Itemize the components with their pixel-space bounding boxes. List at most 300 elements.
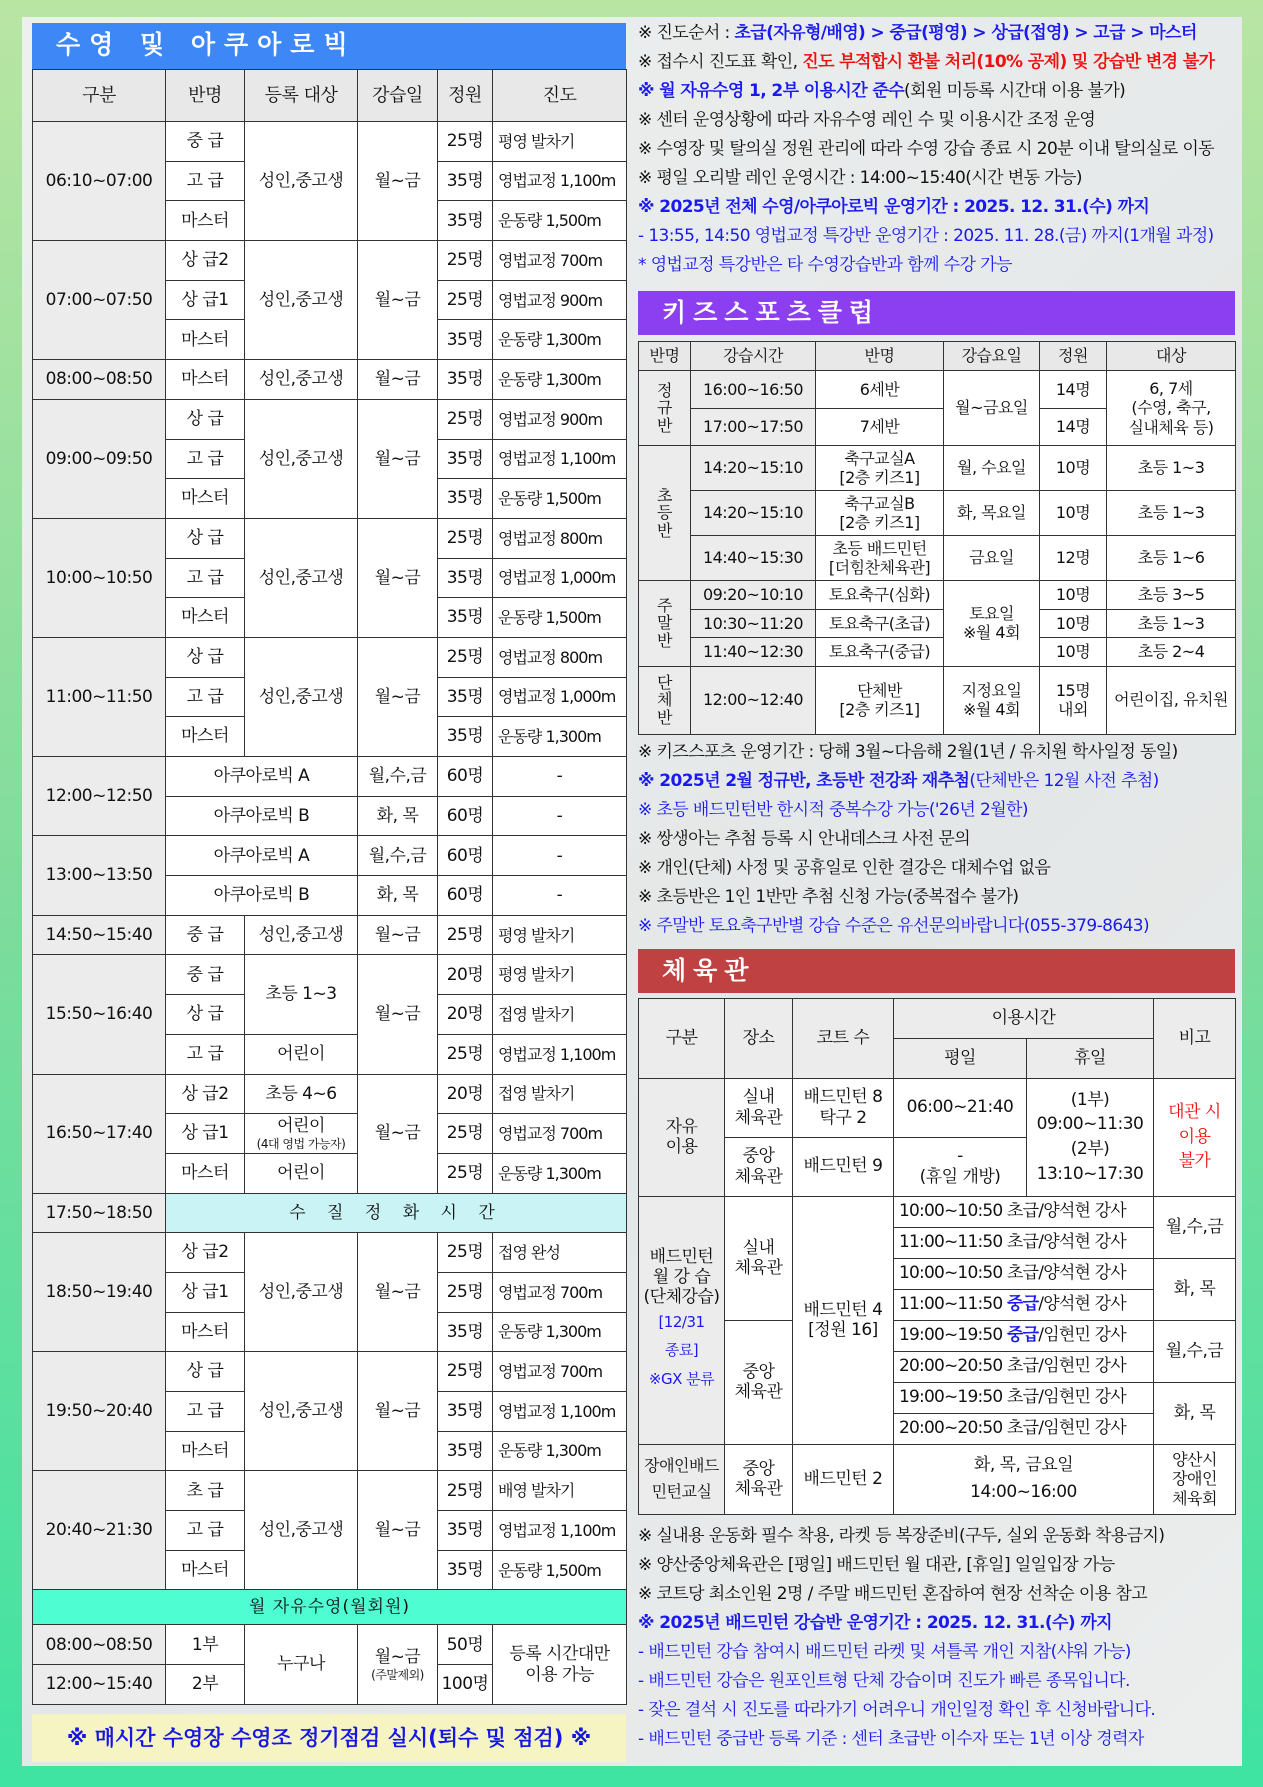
time-slot: 12:00~12:40 [691, 666, 816, 734]
class-group: 정 규 반 [639, 371, 691, 446]
table-row [639, 536, 1236, 581]
note-text: ※ 실내용 운동화 필수 착용, 라켓 등 복장준비(구두, 실외 운동화 착용금지) [638, 1525, 1165, 1546]
table-row [33, 1352, 627, 1392]
free-swim-title: 월 자유수영(월회원) [33, 1590, 627, 1625]
note: 대관 시 이용 불가 [1154, 1078, 1236, 1196]
note-text: - 13:55, 14:50 영법교정 특강반 운영기간 : 2025. 11. 28.(금) 까지(1개월 과정) [638, 226, 1214, 246]
note-line [638, 1638, 1235, 1667]
capacity: 60명 [438, 876, 493, 916]
table-row [639, 491, 1236, 536]
slot-instructor: /양석현 강사 [1038, 1294, 1126, 1315]
time-slot: 09:00~09:50 [33, 399, 166, 518]
session-part: 2부 [166, 1665, 245, 1705]
note-text: ※ 개인(단체) 사정 및 공휴일로 인한 결강은 대체수업 없음 [638, 857, 1051, 878]
progress: 평영 발차기 [493, 122, 627, 162]
place: 실내 체육관 [725, 1078, 793, 1137]
lesson-slot [894, 1351, 1154, 1382]
table-row [639, 638, 1236, 667]
lesson-days: 화, 목 [358, 796, 438, 836]
lesson-days: 월~금 [358, 955, 438, 1074]
place: 실내 체육관 [725, 1196, 793, 1320]
class-level: 상 급2 [166, 1074, 245, 1114]
capacity: 25명 [438, 241, 493, 281]
target: 어린이 [277, 1116, 325, 1137]
progress: 운동량 1,500m [493, 598, 627, 638]
lesson-days: 월,수,금 [358, 757, 438, 797]
target: 성인,중고생 [245, 1352, 358, 1471]
lesson-days: 월~금 [358, 518, 438, 637]
target: 성인,중고생 [245, 122, 358, 241]
holiday-hours: (1부) 09:00~11:30 (2부) 13:10~17:30 [1027, 1078, 1154, 1196]
capacity: 35명 [438, 1431, 493, 1471]
capacity: 15명 내외 [1040, 666, 1107, 734]
class-name: 단체반 [2층 키즈1] [816, 666, 944, 734]
class-name: 아쿠아로빅 A [166, 836, 358, 876]
slot-level: 초급 [1007, 1263, 1039, 1284]
progress: 운동량 1,300m [493, 320, 627, 360]
table-row [33, 955, 627, 995]
table-row [33, 399, 627, 439]
lesson-days: 금요일 [944, 536, 1040, 581]
table-row [33, 122, 627, 162]
lesson-days: 월,수,금 [358, 836, 438, 876]
time-slot: 09:20~10:10 [691, 581, 816, 610]
time-slot: 17:50~18:50 [33, 1193, 166, 1233]
progress: 운동량 1,300m [493, 1431, 627, 1471]
progress: 영법교정 1,100m [493, 161, 627, 201]
header-courts: 코트 수 [793, 998, 894, 1078]
time-slot: 14:20~15:10 [691, 446, 816, 491]
note-line [638, 912, 1235, 941]
class-level: 마스터 [166, 598, 245, 638]
header-holiday: 휴일 [1027, 1038, 1154, 1078]
capacity: 100명 [438, 1665, 493, 1705]
progress: 영법교정 1,100m [493, 1034, 627, 1074]
target: 성인,중고생 [245, 1471, 358, 1590]
progress: 영법교정 1,000m [493, 558, 627, 598]
table-row [639, 1196, 1236, 1227]
lesson-days: 월~금 [374, 1647, 421, 1668]
class-level: 고 급 [166, 439, 245, 479]
note-text: 초급(자유형/배영) > 중급(평영) > 상급(접영) > 고급 > 마스터 [734, 23, 1197, 43]
class-name: 7세반 [816, 408, 944, 446]
slot-instructor: /양석현 강사 [1038, 1232, 1126, 1253]
lesson-days: 월~금 [358, 637, 438, 756]
table-row [33, 757, 627, 797]
lesson-days: 화, 목 [358, 876, 438, 916]
capacity: 14명 [1040, 408, 1107, 446]
progress: - [493, 796, 627, 836]
class-level: 고 급 [166, 558, 245, 598]
progress: 운동량 1,500m [493, 201, 627, 241]
class-level: 중 급 [166, 915, 245, 955]
capacity: 35명 [438, 677, 493, 717]
time-slot: 08:00~08:50 [33, 1625, 166, 1665]
category: 배드민턴 월 강 습 (단체강습) [643, 1246, 720, 1308]
progress: 영법교정 900m [493, 280, 627, 320]
time-slot: 12:00~15:40 [33, 1665, 166, 1705]
target: 성인,중고생 [245, 637, 358, 756]
note-text: ※ 수영장 및 탈의실 정원 관리에 따라 수영 강습 종료 시 20분 이내 탈의실로 이동 [638, 139, 1214, 159]
session-part: 1부 [166, 1625, 245, 1665]
note-line [638, 1725, 1235, 1754]
lesson-days: 화, 목 [1154, 1382, 1236, 1444]
capacity: 35명 [438, 201, 493, 241]
slot-level: 초급 [1007, 1201, 1039, 1222]
capacity: 25명 [438, 1153, 493, 1193]
time-slot: 07:00~07:50 [33, 241, 166, 360]
capacity: 35명 [438, 598, 493, 638]
class-name: 토요축구(중급) [816, 638, 944, 667]
progress: 접영 완성 [493, 1233, 627, 1273]
progress: 영법교정 1,000m [493, 677, 627, 717]
capacity: 35명 [438, 161, 493, 201]
category: 장애인배드 민턴교실 [639, 1444, 725, 1514]
note-text: ※ 월 자유수영 1, 2부 이용시간 준수 [638, 81, 905, 101]
kids-header-cell: 반명 [816, 342, 944, 371]
slot-time: 19:00~19:50 [899, 1387, 1008, 1408]
class-level: 중 급 [166, 122, 245, 162]
note-line [638, 222, 1235, 251]
class-level: 상 급 [166, 399, 245, 439]
slot-instructor: /양석현 강사 [1038, 1263, 1126, 1284]
pool-inspection-notice: ※ 매시간 수영장 수영조 정기점검 실시(퇴수 및 점검) ※ [32, 1714, 626, 1762]
lesson-days: 지정요일 ※월 4회 [944, 666, 1040, 734]
lesson-slot [894, 1196, 1154, 1227]
class-level: 상 급2 [166, 241, 245, 281]
progress: 운동량 1,500m [493, 1550, 627, 1590]
target: 초등 1~3 [245, 955, 358, 1034]
slot-level: 초급 [1007, 1418, 1039, 1439]
swim-section [32, 23, 626, 1762]
courts: 배드민턴 8 탁구 2 [793, 1078, 894, 1137]
class-level: 마스터 [166, 479, 245, 519]
note-text: ※ 진도순서 : [638, 23, 735, 43]
note-text: ※ 평일 오리발 레인 운영시간 : 14:00~15:40(시간 변동 가능) [638, 168, 1082, 188]
progress: 접영 발차기 [493, 995, 627, 1035]
capacity: 10명 [1040, 638, 1107, 667]
lesson-days: 토요일 ※월 4회 [944, 581, 1040, 667]
capacity: 20명 [438, 1074, 493, 1114]
class-level: 마스터 [166, 320, 245, 360]
capacity: 25명 [438, 280, 493, 320]
capacity: 35명 [438, 360, 493, 400]
target: 성인,중고생 [245, 915, 358, 955]
class-level: 마스터 [166, 360, 245, 400]
capacity: 25명 [438, 637, 493, 677]
time-slot: 19:50~20:40 [33, 1352, 166, 1471]
note-line [638, 1609, 1235, 1638]
capacity: 50명 [438, 1625, 493, 1665]
capacity: 25명 [438, 1272, 493, 1312]
progress: - [493, 876, 627, 916]
header-category: 구분 [639, 998, 725, 1078]
lesson-days: 월,수,금 [1154, 1196, 1236, 1258]
lesson-days: 월~금 [358, 915, 438, 955]
lesson-slot [894, 1227, 1154, 1258]
target: 초등 1~6 [1107, 536, 1236, 581]
slot-instructor: /양석현 강사 [1038, 1201, 1126, 1222]
swim-header-cell: 정원 [438, 70, 493, 122]
table-row [33, 241, 627, 281]
kids-header-cell: 정원 [1040, 342, 1107, 371]
time-slot: 10:30~11:20 [691, 609, 816, 638]
capacity: 60명 [438, 796, 493, 836]
note-line [638, 19, 1235, 48]
time-slot: 13:00~13:50 [33, 836, 166, 915]
slot-time: 20:00~20:50 [899, 1418, 1008, 1439]
category-cell [639, 1196, 725, 1444]
time-slot: 08:00~08:50 [33, 360, 166, 400]
target: 성인,중고생 [245, 360, 358, 400]
capacity: 35명 [438, 439, 493, 479]
slot-level: 초급 [1007, 1356, 1039, 1377]
class-name: 아쿠아로빅 B [166, 876, 358, 916]
hours: 화, 목, 금요일 14:00~16:00 [894, 1444, 1154, 1514]
lesson-days: 월,수,금 [1154, 1320, 1236, 1382]
time-slot: 18:50~19:40 [33, 1233, 166, 1352]
swim-header-cell: 강습일 [358, 70, 438, 122]
lesson-slot [894, 1382, 1154, 1413]
class-level: 마스터 [166, 201, 245, 241]
water-purification-notice: 수 질 정 화 시 간 [166, 1193, 627, 1233]
note-line [638, 1551, 1235, 1580]
lesson-days: 월~금 [358, 399, 438, 518]
progress: 영법교정 900m [493, 399, 627, 439]
note-line [638, 796, 1235, 825]
note-text: ※ 키즈스포츠 운영기간 : 당해 3월~다음해 2월(1년 / 유치원 학사일정 동일) [638, 741, 1178, 762]
table-row [639, 1444, 1236, 1514]
note-line [638, 77, 1235, 106]
capacity: 25명 [438, 518, 493, 558]
target: 6, 7세 (수영, 축구, 실내체육 등) [1107, 371, 1236, 446]
class-level: 마스터 [166, 717, 245, 757]
target: 누구나 [245, 1625, 358, 1704]
capacity: 14명 [1040, 371, 1107, 409]
gym-notes [638, 1522, 1235, 1754]
gym-schedule-table [638, 998, 1236, 1515]
table-row [639, 1078, 1236, 1137]
lesson-slot [894, 1413, 1154, 1444]
note-line [638, 48, 1235, 77]
note-line [638, 164, 1235, 193]
progress: 영법교정 700m [493, 1352, 627, 1392]
target: 성인,중고생 [245, 399, 358, 518]
capacity: 35명 [438, 1511, 493, 1551]
class-group: 단 체 반 [639, 666, 691, 734]
class-level: 상 급 [166, 518, 245, 558]
slot-time: 19:00~19:50 [899, 1325, 1008, 1346]
target: 성인,중고생 [245, 518, 358, 637]
bottom-band [0, 1767, 1263, 1787]
class-level: 중 급 [166, 955, 245, 995]
usage-note: 등록 시간대만 이용 가능 [493, 1625, 627, 1704]
progress: 영법교정 1,100m [493, 1511, 627, 1551]
note-text: ※ 접수시 진도표 확인, [638, 52, 803, 72]
target: 어린이 [245, 1034, 358, 1074]
note-line [638, 767, 1235, 796]
capacity: 35명 [438, 1550, 493, 1590]
slot-level: 중급 [1007, 1325, 1039, 1346]
class-name: 6세반 [816, 371, 944, 409]
table-row [639, 446, 1236, 491]
note-line [638, 1696, 1235, 1725]
note-text: (단체반은 12월 사전 추첨) [969, 770, 1159, 791]
lesson-slot [894, 1258, 1154, 1289]
capacity: 25명 [438, 1233, 493, 1273]
note-text: ※ 주말반 토요축구반별 강습 수준은 유선문의바랍니다(055-379-8643) [638, 915, 1150, 936]
note-text: - 배드민턴 강습 참여시 배드민턴 라켓 및 셔틀콕 개인 지참(샤워 가능) [638, 1641, 1131, 1662]
capacity: 25명 [438, 1034, 493, 1074]
lesson-slot [894, 1289, 1154, 1320]
kids-header-cell: 강습요일 [944, 342, 1040, 371]
capacity: 35명 [438, 479, 493, 519]
progress: 영법교정 800m [493, 637, 627, 677]
category-note: [12/31 종료] ※GX 분류 [648, 1312, 715, 1388]
target: 초등 1~3 [1107, 446, 1236, 491]
swim-header-cell: 반명 [166, 70, 245, 122]
weekday-hours: - (휴일 개방) [894, 1137, 1027, 1196]
time-slot: 14:20~15:10 [691, 491, 816, 536]
capacity: 12명 [1040, 536, 1107, 581]
courts: 배드민턴 9 [793, 1137, 894, 1196]
table-row [33, 1625, 627, 1665]
class-group: 주 말 반 [639, 581, 691, 667]
swim-title: 수영 및 아쿠아로빅 [32, 23, 626, 69]
capacity: 10명 [1040, 491, 1107, 536]
slot-instructor: /임현민 강사 [1038, 1356, 1126, 1377]
table-row [639, 1320, 1236, 1351]
class-level: 상 급1 [166, 280, 245, 320]
note-line [638, 883, 1235, 912]
kids-header-cell: 강습시간 [691, 342, 816, 371]
capacity: 10명 [1040, 609, 1107, 638]
slot-instructor: /임현민 강사 [1038, 1387, 1126, 1408]
class-name: 축구교실B [2층 키즈1] [816, 491, 944, 536]
time-slot: 15:50~16:40 [33, 955, 166, 1074]
class-level: 고 급 [166, 677, 245, 717]
table-row [33, 836, 627, 876]
time-slot: 11:40~12:30 [691, 638, 816, 667]
lesson-days: 화, 목요일 [944, 491, 1040, 536]
class-level: 상 급1 [166, 1272, 245, 1312]
target: 성인,중고생 [245, 1233, 358, 1352]
time-slot: 14:50~15:40 [33, 915, 166, 955]
place: 중앙 체육관 [725, 1444, 793, 1514]
progress: - [493, 836, 627, 876]
note-text: ※ 2025년 2월 정규반, 초등반 전강좌 재추첨 [638, 770, 970, 791]
note-line [638, 1667, 1235, 1696]
class-level: 고 급 [166, 1034, 245, 1074]
header-place: 장소 [725, 998, 793, 1078]
lesson-days: 월, 수요일 [944, 446, 1040, 491]
table-row [33, 1471, 627, 1511]
category: 자유 이용 [639, 1078, 725, 1196]
note-text: ※ 초등 배드민턴반 한시적 중복수강 가능('26년 2월한) [638, 799, 1028, 820]
class-level: 마스터 [166, 1431, 245, 1471]
time-slot: 06:10~07:00 [33, 122, 166, 241]
note-text: ※ 쌍생아는 추첨 등록 시 안내데스크 사전 문의 [638, 828, 971, 849]
capacity: 25명 [438, 1352, 493, 1392]
place: 중앙 체육관 [725, 1320, 793, 1444]
table-row [33, 637, 627, 677]
slot-time: 20:00~20:50 [899, 1356, 1008, 1377]
note-line [638, 251, 1235, 280]
lesson-days: 월~금 [358, 1471, 438, 1590]
swim-header-cell: 구분 [33, 70, 166, 122]
lesson-days: 월~금 [358, 1074, 438, 1193]
progress: 운동량 1,300m [493, 360, 627, 400]
progress: 운동량 1,300m [493, 1153, 627, 1193]
class-level: 상 급 [166, 1352, 245, 1392]
right-column [638, 23, 1235, 1754]
capacity: 25명 [438, 399, 493, 439]
progress: 영법교정 800m [493, 518, 627, 558]
target-cell [245, 1114, 358, 1154]
note-text: * 영법교정 특강반은 타 수영강습반과 함께 수강 가능 [638, 255, 1012, 275]
note-text: - 배드민턴 강습은 원포인트형 단체 강습이며 진도가 빠른 종목입니다. [638, 1670, 1130, 1691]
class-level: 마스터 [166, 1550, 245, 1590]
slot-level: 초급 [1007, 1387, 1039, 1408]
time-slot: 10:00~10:50 [33, 518, 166, 637]
time-slot: 11:00~11:50 [33, 637, 166, 756]
lesson-days: 월~금 [358, 1233, 438, 1352]
capacity: 35명 [438, 320, 493, 360]
note-line [638, 193, 1235, 222]
lesson-days: 월~금 [358, 360, 438, 400]
time-slot: 12:00~12:50 [33, 757, 166, 836]
slot-instructor: /임현민 강사 [1038, 1418, 1126, 1439]
days-note: (주말제외) [371, 1667, 424, 1682]
slot-time: 11:00~11:50 [899, 1294, 1008, 1315]
target: 어린이집, 유치원 [1107, 666, 1236, 734]
note-line [638, 1522, 1235, 1551]
time-slot: 17:00~17:50 [691, 408, 816, 446]
progress: - [493, 757, 627, 797]
target: 초등 2~4 [1107, 638, 1236, 667]
note-line [638, 825, 1235, 854]
progress: 영법교정 700m [493, 1272, 627, 1312]
progress: 운동량 1,500m [493, 479, 627, 519]
note-text: - 잦은 결석 시 진도를 따라가기 어려우니 개인일정 확인 후 신청바랍니다. [638, 1699, 1156, 1720]
table-row [639, 371, 1236, 409]
target: 초등 1~3 [1107, 491, 1236, 536]
class-name: 아쿠아로빅 A [166, 757, 358, 797]
note-line [638, 854, 1235, 883]
time-slot: 16:00~16:50 [691, 371, 816, 409]
gym-title: 체육관 [638, 949, 1235, 993]
lesson-days: 월~금 [358, 122, 438, 241]
table-row [33, 1233, 627, 1273]
lesson-days: 화, 목 [1154, 1258, 1236, 1320]
note-line [638, 106, 1235, 135]
lesson-days: 월~금 [358, 1352, 438, 1471]
class-level: 고 급 [166, 1511, 245, 1551]
class-level: 마스터 [166, 1153, 245, 1193]
capacity: 60명 [438, 836, 493, 876]
class-name: 초등 배드민턴 [더힘찬체육관] [816, 536, 944, 581]
header-hours: 이용시간 [894, 998, 1154, 1038]
kids-header-cell: 반명 [639, 342, 691, 371]
table-row [33, 1074, 627, 1114]
target: 초등 4~6 [245, 1074, 358, 1114]
class-level: 상 급2 [166, 1233, 245, 1273]
kids-notes [638, 738, 1235, 941]
class-level: 상 급1 [166, 1114, 245, 1154]
progress: 영법교정 700m [493, 241, 627, 281]
progress: 접영 발차기 [493, 1074, 627, 1114]
swim-header-cell: 진도 [493, 70, 627, 122]
